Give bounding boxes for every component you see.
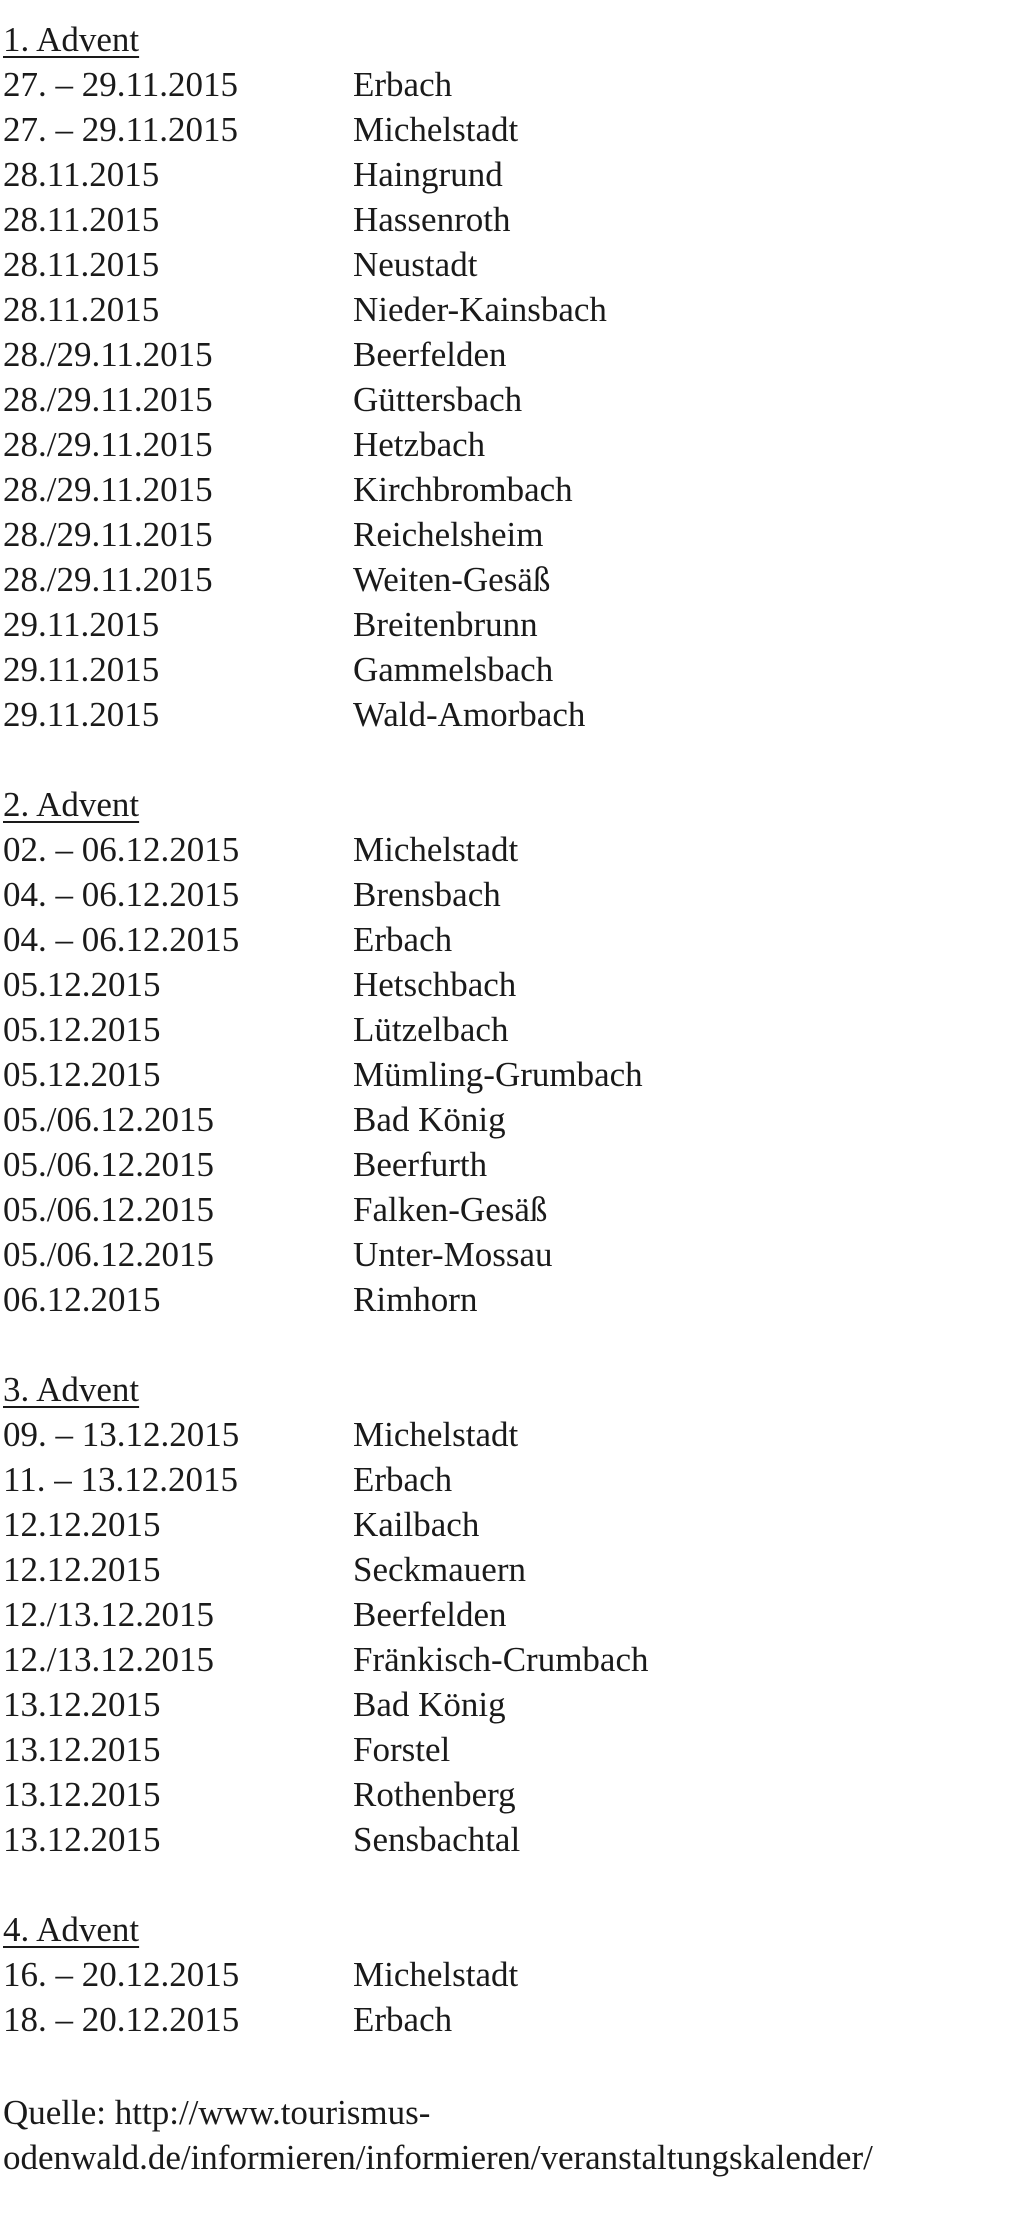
- event-date: 12.12.2015: [3, 1505, 161, 1544]
- schedule-row: [3, 515, 1024, 560]
- schedule-row: [3, 335, 1024, 380]
- event-date: 27. – 29.11.2015: [3, 65, 238, 104]
- event-place: Seckmauern: [353, 1550, 526, 1589]
- event-date: 28./29.11.2015: [3, 515, 213, 554]
- event-date: 13.12.2015: [3, 1730, 161, 1769]
- event-date: 05.12.2015: [3, 1055, 161, 1094]
- schedule-row: [3, 965, 1024, 1010]
- event-place: Wald-Amorbach: [353, 695, 586, 734]
- event-place: Neustadt: [353, 245, 478, 284]
- event-place: Beerfurth: [353, 1145, 488, 1184]
- event-place: Erbach: [353, 65, 453, 104]
- event-date: 05.12.2015: [3, 1010, 161, 1049]
- schedule-row: [3, 1640, 1024, 1685]
- event-date: 12.12.2015: [3, 1550, 161, 1589]
- schedule-row: [3, 110, 1024, 155]
- event-date: 05./06.12.2015: [3, 1145, 214, 1184]
- event-date: 05.12.2015: [3, 965, 161, 1004]
- event-place: Nieder-Kainsbach: [353, 290, 607, 329]
- schedule-row: [3, 1955, 1024, 2000]
- section-heading: 2. Advent: [3, 785, 140, 824]
- event-place: Bad König: [353, 1685, 506, 1724]
- event-date: 28.11.2015: [3, 200, 160, 239]
- schedule-row: [3, 1820, 1024, 1865]
- advent-section: [3, 1910, 1024, 2045]
- schedule-row: [3, 245, 1024, 290]
- event-place: Reichelsheim: [353, 515, 544, 554]
- section-heading: 4. Advent: [3, 1910, 140, 1949]
- event-place: Michelstadt: [353, 1415, 519, 1454]
- advent-section: [3, 785, 1024, 1325]
- schedule-row: [3, 470, 1024, 515]
- schedule-row: [3, 1505, 1024, 1550]
- schedule-row: [3, 1730, 1024, 1775]
- event-date: 28.11.2015: [3, 290, 160, 329]
- schedule-row: [3, 650, 1024, 695]
- event-date: 04. – 06.12.2015: [3, 920, 240, 959]
- schedule-row: [3, 1280, 1024, 1325]
- schedule-row: [3, 1460, 1024, 1505]
- event-place: Mümling-Grumbach: [353, 1055, 643, 1094]
- schedule-row: [3, 560, 1024, 605]
- event-place: Rothenberg: [353, 1775, 516, 1814]
- event-date: 12./13.12.2015: [3, 1595, 214, 1634]
- event-date: 09. – 13.12.2015: [3, 1415, 240, 1454]
- event-date: 13.12.2015: [3, 1775, 161, 1814]
- event-place: Haingrund: [353, 155, 503, 194]
- event-date: 28.11.2015: [3, 155, 160, 194]
- advent-section: [3, 1370, 1024, 1865]
- event-date: 27. – 29.11.2015: [3, 110, 238, 149]
- event-date: 04. – 06.12.2015: [3, 875, 240, 914]
- event-date: 12./13.12.2015: [3, 1640, 214, 1679]
- event-date: 28./29.11.2015: [3, 380, 213, 419]
- event-place: Breitenbrunn: [353, 605, 538, 644]
- event-place: Fränkisch-Crumbach: [353, 1640, 649, 1679]
- event-date: 11. – 13.12.2015: [3, 1460, 238, 1499]
- schedule-row: [3, 1055, 1024, 1100]
- event-date: 28.11.2015: [3, 245, 160, 284]
- schedule-row: [3, 1235, 1024, 1280]
- schedule-row: [3, 1010, 1024, 1055]
- event-place: Michelstadt: [353, 830, 519, 869]
- schedule-row: [3, 920, 1024, 965]
- event-date: 28./29.11.2015: [3, 470, 213, 509]
- schedule-row: [3, 1100, 1024, 1145]
- schedule-row: [3, 2000, 1024, 2045]
- event-place: Weiten-Gesäß: [353, 560, 551, 599]
- event-place: Beerfelden: [353, 1595, 507, 1634]
- event-place: Güttersbach: [353, 380, 523, 419]
- event-place: Erbach: [353, 920, 453, 959]
- event-place: Lützelbach: [353, 1010, 509, 1049]
- event-place: Falken-Gesäß: [353, 1190, 548, 1229]
- event-date: 28./29.11.2015: [3, 425, 213, 464]
- event-place: Hetzbach: [353, 425, 486, 464]
- event-place: Unter-Mossau: [353, 1235, 553, 1274]
- source-line-1: Quelle: http://www.tourismus-: [3, 2093, 431, 2132]
- event-place: Erbach: [353, 2000, 453, 2039]
- schedule-row: [3, 65, 1024, 110]
- event-date: 02. – 06.12.2015: [3, 830, 240, 869]
- schedule-row: [3, 695, 1024, 740]
- event-place: Michelstadt: [353, 110, 519, 149]
- event-place: Rimhorn: [353, 1280, 478, 1319]
- schedule-row: [3, 605, 1024, 650]
- event-date: 29.11.2015: [3, 695, 160, 734]
- event-place: Michelstadt: [353, 1955, 519, 1994]
- advent-schedule: [3, 20, 1024, 2045]
- event-date: 13.12.2015: [3, 1820, 161, 1859]
- event-date: 05./06.12.2015: [3, 1100, 214, 1139]
- schedule-row: [3, 200, 1024, 245]
- event-place: Hassenroth: [353, 200, 511, 239]
- schedule-row: [3, 875, 1024, 920]
- schedule-row: [3, 155, 1024, 200]
- event-date: 05./06.12.2015: [3, 1190, 214, 1229]
- schedule-row: [3, 290, 1024, 335]
- schedule-row: [3, 380, 1024, 425]
- event-date: 05./06.12.2015: [3, 1235, 214, 1274]
- event-place: Sensbachtal: [353, 1820, 521, 1859]
- event-date: 28./29.11.2015: [3, 335, 213, 374]
- schedule-row: [3, 1775, 1024, 1820]
- advent-section: [3, 20, 1024, 740]
- section-heading: 1. Advent: [3, 20, 140, 59]
- event-date: 13.12.2015: [3, 1685, 161, 1724]
- event-place: Kirchbrombach: [353, 470, 573, 509]
- schedule-row: [3, 830, 1024, 875]
- event-place: Bad König: [353, 1100, 506, 1139]
- source-line-2: odenwald.de/informieren/informieren/veranstaltungskalender/: [3, 2138, 873, 2177]
- event-date: 29.11.2015: [3, 605, 160, 644]
- source-note: [3, 2090, 1024, 2180]
- section-heading: 3. Advent: [3, 1370, 140, 1409]
- event-date: 28./29.11.2015: [3, 560, 213, 599]
- schedule-row: [3, 1145, 1024, 1190]
- event-date: 29.11.2015: [3, 650, 160, 689]
- event-place: Gammelsbach: [353, 650, 554, 689]
- event-date: 16. – 20.12.2015: [3, 1955, 240, 1994]
- schedule-row: [3, 1415, 1024, 1460]
- schedule-row: [3, 1685, 1024, 1730]
- schedule-row: [3, 425, 1024, 470]
- event-place: Erbach: [353, 1460, 453, 1499]
- event-date: 18. – 20.12.2015: [3, 2000, 240, 2039]
- event-place: Forstel: [353, 1730, 451, 1769]
- event-place: Beerfelden: [353, 335, 507, 374]
- schedule-row: [3, 1190, 1024, 1235]
- event-date: 06.12.2015: [3, 1280, 161, 1319]
- schedule-row: [3, 1550, 1024, 1595]
- event-place: Brensbach: [353, 875, 501, 914]
- event-place: Kailbach: [353, 1505, 480, 1544]
- event-place: Hetschbach: [353, 965, 517, 1004]
- schedule-row: [3, 1595, 1024, 1640]
